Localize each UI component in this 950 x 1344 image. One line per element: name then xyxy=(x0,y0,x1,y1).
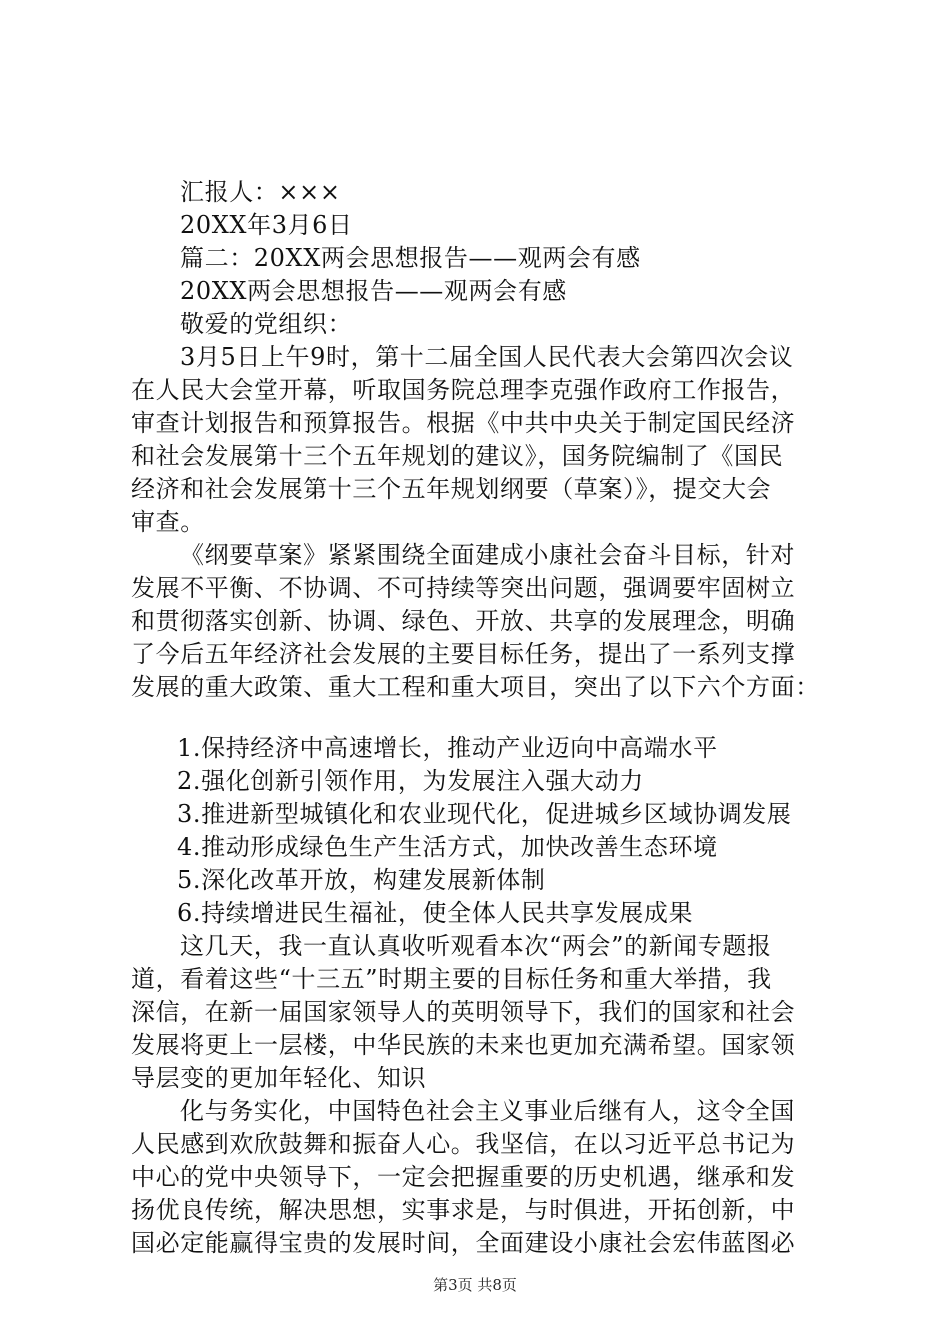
list-item: 2.强化创新引领作用，为发展注入强大动力 xyxy=(177,767,644,795)
list-item: 1.保持经济中高速增长，推动产业迈向中高端水平 xyxy=(177,734,718,762)
list-item: 3.推进新型城镇化和农业现代化，促进城乡区域协调发展 xyxy=(177,800,792,828)
list-item: 6.持续增进民生福祉，使全体人民共享发展成果 xyxy=(177,899,694,927)
paragraph-line: 经济和社会发展第十三个五年规划纲要（草案）》，提交大会 xyxy=(131,475,772,503)
salutation: 敬爱的党组织： xyxy=(180,310,353,338)
paragraph-line: 化与务实化，中国特色社会主义事业后继有人，这令全国 xyxy=(180,1097,795,1125)
paragraph-line: 人民感到欢欣鼓舞和振奋人心。我坚信，在以习近平总书记为 xyxy=(131,1130,796,1158)
document-body xyxy=(131,176,831,1260)
paragraph-line: 了今后五年经济社会发展的主要目标任务，提出了一系列支撑 xyxy=(131,640,796,668)
paragraph-line: 扬优良传统，解决思想，实事求是，与时俱进，开拓创新，中 xyxy=(131,1196,796,1224)
paragraph-line: 审查。 xyxy=(131,508,205,536)
paragraph-line: 和社会发展第十三个五年规划的建议》，国务院编制了《国民 xyxy=(131,442,784,470)
reporter-line: 汇报人：××× xyxy=(180,178,341,206)
paragraph-line: 导层变的更加年轻化、知识 xyxy=(131,1064,427,1092)
paragraph-line: 3月5日上午9时，第十二届全国人民代表大会第四次会议 xyxy=(180,343,794,371)
paragraph-line: 审查计划报告和预算报告。根据《中共中央关于制定国民经济 xyxy=(131,409,796,437)
blank-spacer xyxy=(131,704,831,732)
paragraph-3 xyxy=(131,930,831,1095)
paragraph-line: 中心的党中央领导下，一定会把握重要的历史机遇，继承和发 xyxy=(131,1163,796,1191)
paragraph-1 xyxy=(131,341,831,539)
paragraph-line: 在人民大会堂开幕，听取国务院总理李克强作政府工作报告， xyxy=(131,376,796,404)
paragraph-line: 和贯彻落实创新、协调、绿色、开放、共享的发展理念，明确 xyxy=(131,607,796,635)
paragraph-line: 发展的重大政策、重大工程和重大项目，突出了以下六个方面： xyxy=(131,673,820,701)
list-item: 5.深化改革开放，构建发展新体制 xyxy=(177,866,546,894)
paragraph-4 xyxy=(131,1095,831,1260)
list-item: 4.推动形成绿色生产生活方式，加快改善生态环境 xyxy=(177,833,718,861)
paragraph-2 xyxy=(131,539,831,704)
paragraph-line: 发展将更上一层楼，中华民族的未来也更加充满希望。国家领 xyxy=(131,1031,796,1059)
numbered-list xyxy=(131,732,831,930)
paragraph-line: 发展不平衡、不协调、不可持续等突出问题，强调要牢固树立 xyxy=(131,574,796,602)
paragraph-line: 《纲要草案》紧紧围绕全面建成小康社会奋斗目标，针对 xyxy=(180,541,795,569)
paragraph-line: 深信，在新一届国家领导人的英明领导下，我们的国家和社会 xyxy=(131,998,796,1026)
paragraph-line: 国必定能赢得宝贵的发展时间，全面建设小康社会宏伟蓝图必 xyxy=(131,1229,796,1257)
date-line: 20XX年3月6日 xyxy=(180,211,353,239)
page-footer: 第3页 共8页 xyxy=(433,1276,517,1294)
section-heading: 篇二：20XX两会思想报告——观两会有感 xyxy=(180,244,641,272)
paragraph-line: 这几天，我一直认真收听观看本次“两会”的新闻专题报 xyxy=(180,932,772,960)
report-title: 20XX两会思想报告——观两会有感 xyxy=(180,277,567,305)
paragraph-line: 道，看着这些“十三五”时期主要的目标任务和重大举措，我 xyxy=(131,965,772,993)
